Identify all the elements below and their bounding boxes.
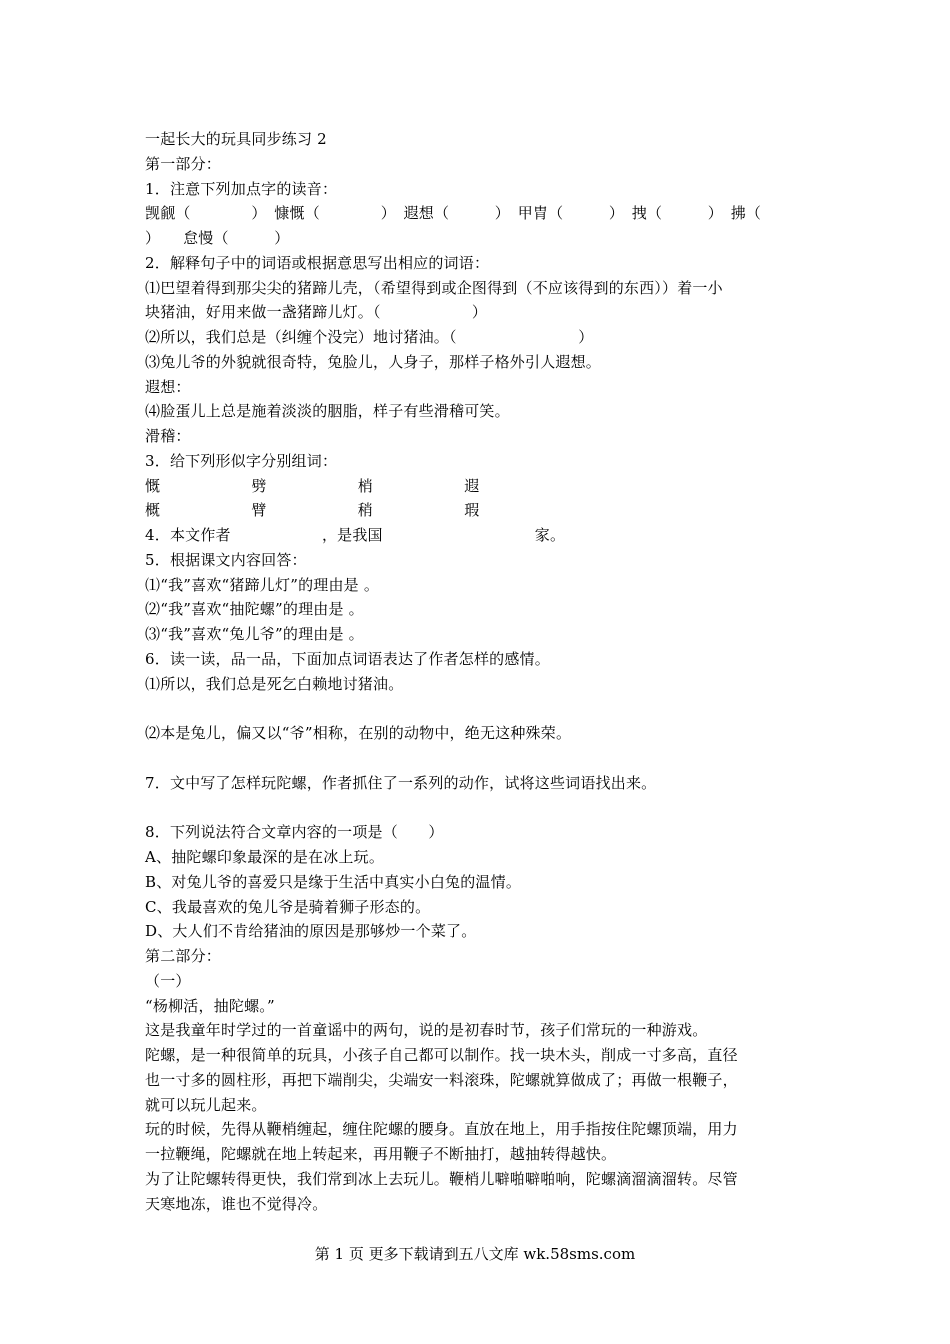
passage-line: “杨柳活，抽陀螺。”: [145, 997, 275, 1015]
question-1-items-cont: ） 怠慢（ ）: [145, 229, 290, 247]
answer-label: 滑稽：: [145, 427, 191, 445]
question-3-row-2: 概 臂 稍 瑕: [145, 501, 480, 519]
answer-label: 遐想：: [145, 378, 191, 396]
passage-number: （一）: [145, 972, 191, 990]
passage-line: 陀螺，是一种很简单的玩具，小孩子自己都可以制作。找一块木头，削成一寸多高，直径: [145, 1046, 738, 1064]
section-heading: 第二部分：: [145, 947, 222, 965]
question-5-item-1: ⑴“我”喜欢“猪蹄儿灯”的理由是 。: [145, 576, 380, 594]
question-4: 4．本文作者 ，是我国 家。: [145, 526, 566, 544]
question-2: 2．解释句子中的词语或根据意思写出相应的词语：: [145, 254, 490, 272]
question-1: 1．注意下列加点字的读音：: [145, 180, 338, 198]
question-6-item-2: ⑵本是兔儿，偏又以“爷”相称，在别的动物中，绝无这种殊荣。: [145, 724, 572, 742]
question-5-item-3: ⑶“我”喜欢“兔儿爷”的理由是 。: [145, 625, 364, 643]
passage-line: 一拉鞭绳，陀螺就在地上转起来，再用鞭子不断抽打，越抽转得越快。: [145, 1145, 617, 1163]
document-title: 一起长大的玩具同步练习 2: [145, 130, 327, 148]
passage-line: 天寒地冻，谁也不觉得冷。: [145, 1195, 328, 1213]
question-1-items: 觊觎（ ） 慷慨（ ） 遐想（ ） 甲胄（ ） 拽（ ） 拂（: [145, 204, 762, 222]
question-2-item-1-cont: 块猪油，好用来做一盏猪蹄儿灯。（ ）: [145, 303, 488, 321]
question-2-item-1: ⑴巴望着得到那尖尖的猪蹄儿壳，（希望得到或企图得到（不应该得到的东西））着一小: [145, 279, 723, 297]
page-footer: 第 1 页 更多下载请到五八文库 wk.58sms.com: [314, 1245, 636, 1263]
question-6: 6．读一读，品一品，下面加点词语表达了作者怎样的感情。: [145, 650, 550, 668]
passage-line: 玩的时候，先得从鞭梢缠起，缠住陀螺的腰身。直放在地上，用手指按住陀螺顶端，用力: [145, 1120, 738, 1138]
question-8: 8．下列说法符合文章内容的一项是（ ）: [145, 823, 444, 841]
question-7: 7．文中写了怎样玩陀螺，作者抓住了一系列的动作，试将这些词语找出来。: [145, 774, 657, 792]
question-3: 3．给下列形似字分别组词：: [145, 452, 338, 470]
question-3-row-1: 慨 劈 梢 遐: [145, 477, 480, 495]
option-b: B、对兔儿爷的喜爱只是缘于生活中真实小白兔的温情。: [145, 873, 522, 891]
passage-line: 为了让陀螺转得更快，我们常到冰上去玩儿。鞭梢儿噼啪噼啪响，陀螺滴溜滴溜转。尽管: [145, 1170, 738, 1188]
section-heading: 第一部分：: [145, 155, 222, 173]
question-5: 5．根据课文内容回答：: [145, 551, 307, 569]
question-2-item-2: ⑵所以，我们总是（纠缠个没完）地讨猪油。（ ）: [145, 328, 594, 346]
question-5-item-2: ⑵“我”喜欢“抽陀螺”的理由是 。: [145, 600, 364, 618]
passage-line: 也一寸多的圆柱形，再把下端削尖，尖端安一料滚珠，陀螺就算做成了；再做一根鞭子，: [145, 1071, 738, 1089]
option-c: C、我最喜欢的兔儿爷是骑着狮子形态的。: [145, 898, 431, 916]
passage-line: 这是我童年时学过的一首童谣中的两句，说的是初春时节，孩子们常玩的一种游戏。: [145, 1021, 708, 1039]
option-a: A、抽陀螺印象最深的是在冰上玩。: [145, 848, 385, 866]
option-d: D、大人们不肯给猪油的原因是那够炒一个菜了。: [145, 922, 477, 940]
passage-line: 就可以玩儿起来。: [145, 1096, 267, 1114]
question-2-item-4: ⑷脸蛋儿上总是施着淡淡的胭脂，样子有些滑稽可笑。: [145, 402, 510, 420]
question-6-item-1: ⑴所以，我们总是死乞白赖地讨猪油。: [145, 675, 404, 693]
question-2-item-3: ⑶兔儿爷的外貌就很奇特，兔脸儿，人身子，那样子格外引人遐想。: [145, 353, 602, 371]
